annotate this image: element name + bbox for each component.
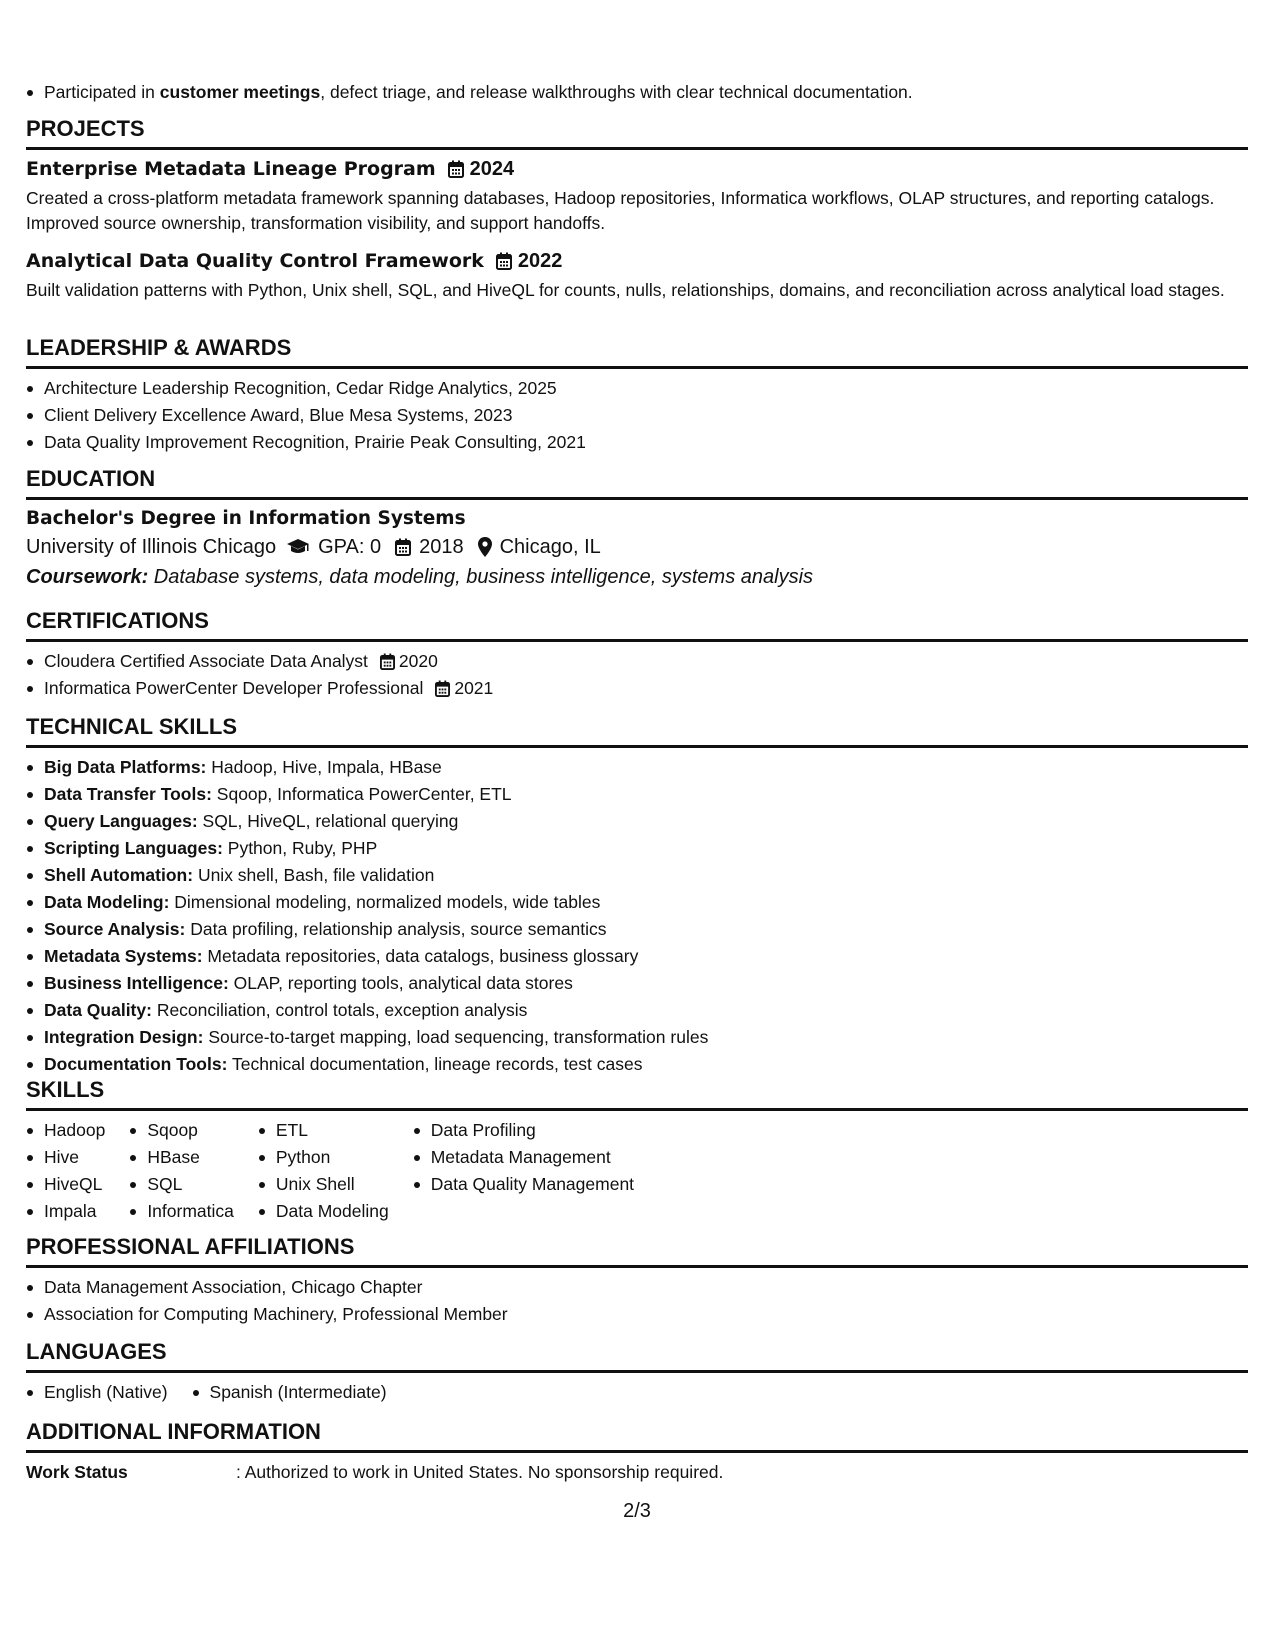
languages-list <box>26 1379 1248 1406</box>
section-title: TECHNICAL SKILLS <box>26 713 1248 748</box>
calendar-icon <box>380 653 395 670</box>
section-title: PROFESSIONAL AFFILIATIONS <box>26 1233 1248 1268</box>
list-item: Scripting Languages: Python, Ruby, PHP <box>26 835 1248 862</box>
section-title: SKILLS <box>26 1076 1248 1111</box>
coursework: Coursework: Database systems, data modeling, business intelligence, systems analysis <box>26 566 814 588</box>
technical-skills-list <box>26 754 1248 1078</box>
certification-year: 2020 <box>398 651 438 671</box>
list-item: English (Native) <box>26 1379 168 1406</box>
awards-list <box>26 375 1248 456</box>
certification-name: Cloudera Certified Associate Data Analyst <box>44 651 368 671</box>
calendar-icon <box>496 252 512 270</box>
skills-column <box>258 1117 389 1225</box>
list-item: Data Modeling <box>258 1198 389 1225</box>
languages-section <box>26 1338 1248 1406</box>
list-item: Metadata Management <box>413 1144 634 1171</box>
section-title: LANGUAGES <box>26 1338 1248 1373</box>
list-item: Query Languages: SQL, HiveQL, relational querying <box>26 808 1248 835</box>
project-description: Created a cross-platform metadata framework spanning databases, Hadoop repositories, Informatica workflows, OLAP structures, and reporting catalogs. Improved source ownership, transformation visibility, and support handoffs. <box>26 188 1215 233</box>
section-title: EDUCATION <box>26 465 1248 500</box>
list-item: HBase <box>129 1144 234 1171</box>
skills-column <box>413 1117 634 1225</box>
calendar-icon <box>448 160 464 178</box>
affiliations-list <box>26 1274 1248 1328</box>
list-item: Shell Automation: Unix shell, Bash, file validation <box>26 862 1248 889</box>
list-item: ETL <box>258 1117 389 1144</box>
list-item: Metadata Systems: Metadata repositories, data catalogs, business glossary <box>26 943 1248 970</box>
list-item: Impala <box>26 1198 105 1225</box>
certification-year: 2021 <box>454 678 494 698</box>
list-item: Client Delivery Excellence Award, Blue Mesa Systems, 2023 <box>26 402 1248 429</box>
graduation-cap-icon <box>286 538 310 556</box>
list-item: Big Data Platforms: Hadoop, Hive, Impala, HBase <box>26 754 1248 781</box>
list-item: Data Profiling <box>413 1117 634 1144</box>
work-status-label: Work Status <box>26 1462 128 1482</box>
project-year: 2024 <box>469 158 515 180</box>
school-location: Chicago, IL <box>499 536 601 558</box>
work-status-row <box>26 1459 1248 1486</box>
graduation-year: 2018 <box>419 536 464 558</box>
project-entry <box>26 156 1248 236</box>
list-item: Informatica <box>129 1198 234 1225</box>
list-item: Unix Shell <box>258 1171 389 1198</box>
section-title: CERTIFICATIONS <box>26 607 1248 642</box>
list-item <box>26 675 1248 702</box>
project-name: Enterprise Metadata Lineage Program <box>26 158 436 180</box>
list-item: Spanish (Intermediate) <box>192 1379 387 1406</box>
list-item: Association for Computing Machinery, Professional Member <box>26 1301 1248 1328</box>
list-item: Data Modeling: Dimensional modeling, normalized models, wide tables <box>26 889 1248 916</box>
project-description: Built validation patterns with Python, Unix shell, SQL, and HiveQL for counts, nulls, relationships, domains, and reconciliation across analytical load stages. <box>26 280 1225 300</box>
experience-continued-list <box>26 79 1248 106</box>
additional-info-section <box>26 1418 1248 1486</box>
certifications-list <box>26 648 1248 702</box>
list-item: Documentation Tools: Technical documentation, lineage records, test cases <box>26 1051 1248 1078</box>
calendar-icon <box>435 680 450 697</box>
list-item: Data Management Association, Chicago Chapter <box>26 1274 1248 1301</box>
education-details <box>26 532 1248 562</box>
school-name: University of Illinois Chicago <box>26 536 277 558</box>
gpa-text: GPA: 0 <box>318 536 382 558</box>
technical-skills-section <box>26 713 1248 1078</box>
list-item: Source Analysis: Data profiling, relationship analysis, source semantics <box>26 916 1248 943</box>
list-item: Hadoop <box>26 1117 105 1144</box>
project-year: 2022 <box>517 250 563 272</box>
projects-section <box>26 115 1248 303</box>
page-number: 2/3 <box>623 1500 651 1522</box>
project-name: Analytical Data Quality Control Framework <box>26 250 484 272</box>
section-title: LEADERSHIP & AWARDS <box>26 334 1248 369</box>
list-item: Business Intelligence: OLAP, reporting tools, analytical data stores <box>26 970 1248 997</box>
skills-section <box>26 1076 1248 1225</box>
list-item: Data Transfer Tools: Sqoop, Informatica PowerCenter, ETL <box>26 781 1248 808</box>
list-item: Sqoop <box>129 1117 234 1144</box>
list-item: Python <box>258 1144 389 1171</box>
location-pin-icon <box>478 537 492 557</box>
certification-name: Informatica PowerCenter Developer Professional <box>44 678 424 698</box>
degree-title: Bachelor's Degree in Information Systems <box>26 508 466 529</box>
list-item: Data Quality: Reconciliation, control totals, exception analysis <box>26 997 1248 1024</box>
project-entry <box>26 248 1248 303</box>
list-item: Architecture Leadership Recognition, Cedar Ridge Analytics, 2025 <box>26 375 1248 402</box>
list-item: Hive <box>26 1144 105 1171</box>
list-item: Integration Design: Source-to-target mapping, load sequencing, transformation rules <box>26 1024 1248 1051</box>
education-section <box>26 465 1248 592</box>
leadership-section <box>26 334 1248 456</box>
list-item: Data Quality Management <box>413 1171 634 1198</box>
list-item: SQL <box>129 1171 234 1198</box>
section-title: ADDITIONAL INFORMATION <box>26 1418 1248 1453</box>
list-item: Participated in customer meetings, defect triage, and release walkthroughs with clear technical documentation. <box>26 79 1248 106</box>
calendar-icon <box>395 538 411 556</box>
certifications-section <box>26 607 1248 702</box>
affiliations-section <box>26 1233 1248 1328</box>
skills-column <box>129 1117 234 1225</box>
skills-columns <box>26 1117 1248 1225</box>
work-status-value: : Authorized to work in United States. No sponsorship required. <box>236 1462 724 1482</box>
list-item: HiveQL <box>26 1171 105 1198</box>
skills-column <box>26 1117 105 1225</box>
list-item: Data Quality Improvement Recognition, Prairie Peak Consulting, 2021 <box>26 429 1248 456</box>
list-item <box>26 648 1248 675</box>
section-title: PROJECTS <box>26 115 1248 150</box>
